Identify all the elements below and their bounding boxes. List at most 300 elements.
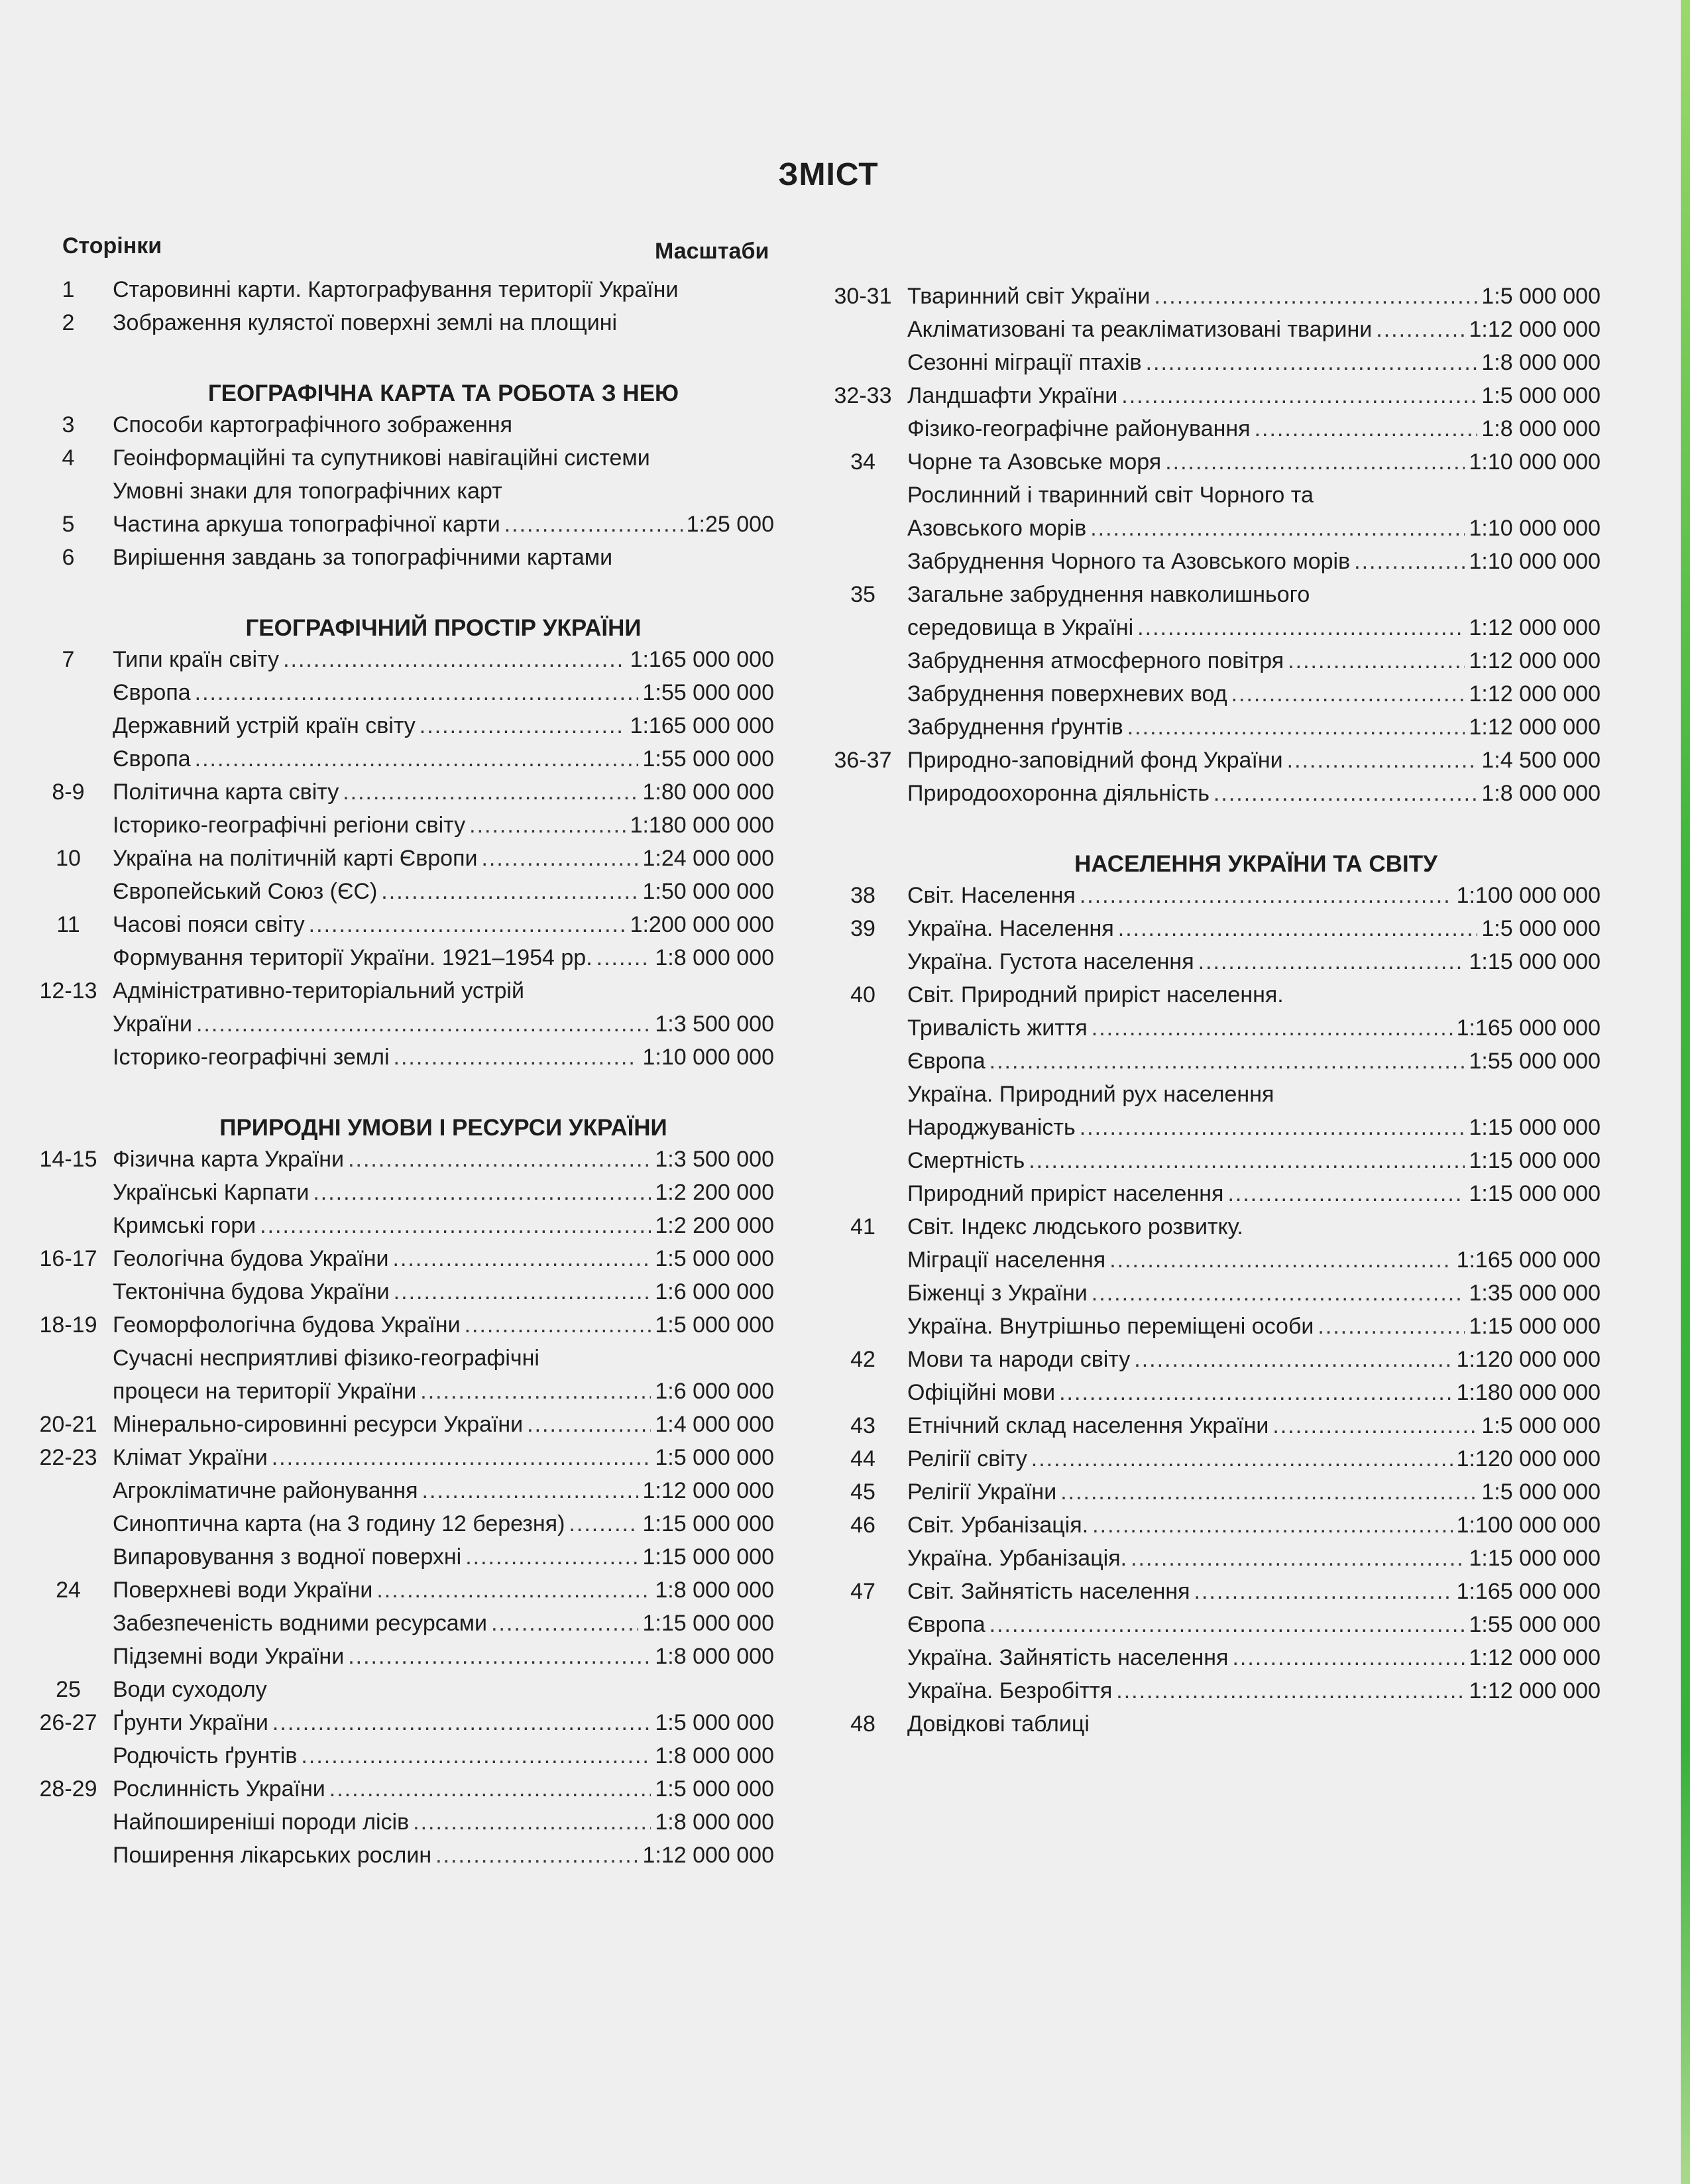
toc-entry (24, 1578, 774, 1611)
entry-title: Сезонні міграції птахів (907, 350, 1142, 375)
page-number: 10 (56, 846, 81, 871)
dot-leader (1109, 1247, 1452, 1273)
dot-leader (381, 879, 638, 905)
dot-leader (1131, 1546, 1465, 1572)
toc-entry (24, 1213, 774, 1246)
map-scale: 1:8 000 000 (655, 945, 774, 970)
map-scale: 1:5 000 000 (655, 1445, 774, 1470)
map-scale: 1:5 000 000 (655, 1246, 774, 1271)
toc-entry (24, 846, 774, 879)
entry-title: Формування території України. 1921–1954 рр. (113, 945, 592, 970)
entry-title: Україна. Урбанізація. (907, 1546, 1127, 1571)
map-scale: 1:15 000 000 (1469, 1314, 1601, 1339)
entry-title: Зображення кулястої поверхні землі на площині (113, 310, 618, 335)
toc-entry (24, 713, 774, 746)
toc-entry (24, 879, 774, 912)
entry-title: Україна. Природний рух населення (907, 1082, 1274, 1107)
page-number: 38 (850, 883, 875, 908)
page-number: 22-23 (39, 1445, 97, 1470)
entry-title: Родючість ґрунтів (113, 1743, 298, 1768)
entry-title: Частина аркуша топографічної карти (113, 512, 500, 537)
page-number: 11 (56, 912, 80, 937)
dot-leader (313, 1180, 651, 1206)
page-number: 36-37 (834, 748, 892, 773)
toc-entry (24, 1011, 774, 1045)
dot-leader (1255, 416, 1478, 442)
map-scale: 1:100 000 000 (1456, 883, 1601, 908)
map-scale: 1:55 000 000 (642, 680, 774, 705)
map-scale: 1:12 000 000 (1469, 681, 1601, 707)
page-number: 20-21 (39, 1412, 97, 1437)
toc-entry (24, 1843, 774, 1876)
dot-leader (1165, 449, 1465, 475)
page-number: 16-17 (39, 1246, 97, 1271)
entry-title: процеси на території України (113, 1379, 417, 1404)
map-scale: 1:5 000 000 (1481, 1413, 1601, 1438)
map-scale: 1:5 000 000 (655, 1776, 774, 1802)
dot-leader (1031, 1446, 1453, 1472)
dot-leader (569, 1511, 638, 1537)
scales-column-header: Масштаби (655, 239, 769, 264)
toc-entry (24, 1710, 774, 1743)
entry-title: Історико-географічні землі (113, 1045, 390, 1070)
toc-right-column (818, 284, 1601, 1745)
toc-entry (24, 1412, 774, 1445)
dot-leader (1198, 949, 1465, 975)
dot-leader (1092, 1015, 1453, 1041)
map-scale: 1:15 000 000 (1469, 1181, 1601, 1206)
toc-entry (24, 412, 774, 445)
entry-title: Європа (907, 1612, 986, 1637)
toc-entry (818, 949, 1601, 982)
dot-leader (420, 713, 626, 739)
toc-entry (818, 1513, 1601, 1546)
toc-entry (24, 1147, 774, 1180)
map-scale: 1:165 000 000 (630, 647, 774, 672)
entry-title: Європа (113, 746, 191, 772)
entry-title: Адміністративно-територіальний устрій (113, 978, 524, 1004)
entry-title: Біженці з України (907, 1281, 1088, 1306)
map-scale: 1:3 500 000 (655, 1011, 774, 1037)
toc-entry (24, 1743, 774, 1776)
dot-leader (1213, 781, 1477, 807)
dot-leader (283, 647, 626, 673)
map-scale: 1:15 000 000 (642, 1611, 774, 1636)
map-scale: 1:10 000 000 (642, 1045, 774, 1070)
toc-entry (24, 277, 774, 310)
map-scale: 1:8 000 000 (655, 1810, 774, 1835)
toc-entry (24, 1312, 774, 1346)
map-scale: 1:24 000 000 (642, 846, 774, 871)
dot-leader (329, 1776, 651, 1802)
toc-entry (818, 883, 1601, 916)
entry-title: Державний устрій країн світу (113, 713, 416, 738)
page-number: 41 (850, 1214, 875, 1239)
page-number: 43 (850, 1413, 875, 1438)
entry-title: Європа (907, 1049, 986, 1074)
toc-entry (818, 549, 1601, 582)
dot-leader (1060, 1479, 1477, 1505)
toc-entry (818, 1645, 1601, 1678)
map-scale: 1:12 000 000 (1469, 317, 1601, 342)
dot-leader (348, 1644, 651, 1670)
map-scale: 1:5 000 000 (1481, 284, 1601, 309)
entry-title: Води суходолу (113, 1677, 267, 1702)
map-scale: 1:100 000 000 (1456, 1513, 1601, 1538)
dot-leader (1137, 615, 1465, 641)
dot-leader (596, 945, 651, 971)
page-number: 42 (850, 1347, 875, 1372)
entry-title: Азовського морів (907, 516, 1087, 541)
map-scale: 1:8 000 000 (1481, 416, 1601, 441)
page-number: 3 (62, 412, 75, 437)
dot-leader (195, 746, 639, 772)
page-number: 48 (850, 1711, 875, 1737)
toc-entry (24, 680, 774, 713)
entry-title: Найпоширеніші породи лісів (113, 1810, 410, 1835)
dot-leader (1059, 1380, 1452, 1406)
toc-entry (818, 1181, 1601, 1214)
entry-title: Природно-заповідний фонд України (907, 748, 1283, 773)
entry-title: Ландшафти України (907, 383, 1118, 408)
toc-entry (818, 648, 1601, 681)
dot-leader (260, 1213, 651, 1239)
map-scale: 1:6 000 000 (655, 1379, 774, 1404)
dot-leader (1116, 1678, 1465, 1704)
dot-leader (348, 1147, 651, 1173)
toc-entry (818, 1247, 1601, 1281)
page-number: 26-27 (39, 1710, 97, 1735)
entry-title: Кримські гори (113, 1213, 256, 1238)
page-title: ЗМІСТ (778, 157, 879, 192)
dot-leader (376, 1578, 651, 1603)
page-number: 12-13 (39, 978, 97, 1004)
toc-entry (24, 512, 774, 545)
entry-title: Природоохоронна діяльність (907, 781, 1210, 806)
toc-entry (24, 912, 774, 945)
entry-title: Міграції населення (907, 1247, 1106, 1273)
page-number: 30-31 (834, 284, 892, 309)
dot-leader (1118, 916, 1478, 942)
toc-entry (818, 1281, 1601, 1314)
map-scale: 1:8 000 000 (1481, 350, 1601, 375)
map-scale: 1:2 200 000 (655, 1213, 774, 1238)
toc-entry (818, 1380, 1601, 1413)
page-number: 39 (850, 916, 875, 941)
dot-leader (989, 1049, 1465, 1074)
dot-leader (422, 1478, 639, 1504)
map-scale: 1:165 000 000 (1456, 1015, 1601, 1041)
toc-entry (24, 1246, 774, 1279)
toc-entry (24, 1611, 774, 1644)
toc-entry (818, 615, 1601, 648)
page-number: 7 (62, 647, 75, 672)
toc-entry (818, 582, 1601, 615)
toc-entry (818, 1678, 1601, 1711)
page-number: 2 (62, 310, 75, 335)
toc-entry (24, 1544, 774, 1578)
entry-title: Синоптична карта (на 3 годину 12 березня) (113, 1511, 565, 1536)
page-number: 44 (850, 1446, 875, 1471)
dot-leader (1318, 1314, 1465, 1340)
toc-entry (818, 1579, 1601, 1612)
dot-leader (1146, 350, 1478, 376)
map-scale: 1:12 000 000 (1469, 615, 1601, 640)
toc-entry (24, 1045, 774, 1078)
dot-leader (491, 1611, 638, 1637)
map-scale: 1:165 000 000 (1456, 1579, 1601, 1604)
entry-title: Забруднення ґрунтів (907, 715, 1123, 740)
map-scale: 1:80 000 000 (642, 779, 774, 805)
toc-entry (818, 1082, 1601, 1115)
page-number: 24 (56, 1578, 81, 1603)
entry-title: Акліматизовані та реакліматизовані тварини (907, 317, 1373, 342)
toc-entry (818, 1015, 1601, 1049)
toc-entry (24, 1776, 774, 1810)
map-scale: 1:12 000 000 (642, 1478, 774, 1503)
toc-entry (818, 1115, 1601, 1148)
toc-entry (24, 1511, 774, 1544)
dot-leader (1272, 1413, 1477, 1439)
entry-title: Геологічна будова України (113, 1246, 389, 1271)
toc-entry (818, 982, 1601, 1015)
map-scale: 1:55 000 000 (1469, 1049, 1601, 1074)
page-number: 25 (56, 1677, 81, 1702)
entry-title: Способи картографічного зображення (113, 412, 513, 437)
toc-entry (24, 1180, 774, 1213)
dot-leader (1092, 1281, 1465, 1306)
map-scale: 1:15 000 000 (1469, 1546, 1601, 1571)
map-scale: 1:12 000 000 (1469, 1678, 1601, 1703)
dot-leader (413, 1810, 651, 1835)
map-scale: 1:5 000 000 (655, 1312, 774, 1338)
toc-entry (24, 1478, 774, 1511)
toc-entry (818, 1711, 1601, 1745)
entry-title: Україна на політичній карті Європи (113, 846, 478, 871)
toc-entry (818, 449, 1601, 483)
toc-entry (818, 681, 1601, 715)
map-scale: 1:8 000 000 (655, 1644, 774, 1669)
dot-leader (1227, 1181, 1465, 1207)
entry-title: Геоінформаційні та супутникові навігаційні системи (113, 445, 650, 471)
toc-entry (24, 479, 774, 512)
map-scale: 1:4 000 000 (655, 1412, 774, 1437)
page-number: 4 (62, 445, 75, 471)
entry-title: Геоморфологічна будова України (113, 1312, 461, 1338)
entry-title: Загальне забруднення навколишнього (907, 582, 1310, 607)
entry-title: Вирішення завдань за топографічними картами (113, 545, 613, 570)
entry-title: Умовні знаки для топографічних карт (113, 479, 502, 504)
entry-title: середовища в Україні (907, 615, 1134, 640)
dot-leader (1080, 1115, 1465, 1141)
entry-title: Підземні води України (113, 1644, 345, 1669)
entry-title: Мінерально-сировинні ресурси України (113, 1412, 524, 1437)
entry-title: Випаровування з водної поверхні (113, 1544, 462, 1570)
dot-leader (1194, 1579, 1453, 1605)
map-scale: 1:15 000 000 (642, 1544, 774, 1570)
map-scale: 1:12 000 000 (1469, 648, 1601, 673)
dot-leader (469, 813, 626, 838)
toc-entry (24, 545, 774, 578)
page-number: 28-29 (39, 1776, 97, 1802)
toc-entry (818, 516, 1601, 549)
page-number: 6 (62, 545, 75, 570)
section-heading: НАСЕЛЕННЯ УКРАЇНИ ТА СВІТУ (1074, 851, 1437, 877)
dot-leader (504, 512, 683, 538)
page-number: 14-15 (39, 1147, 97, 1172)
toc-entry (24, 1379, 774, 1412)
entry-title: Українські Карпати (113, 1180, 310, 1205)
page-number: 40 (850, 982, 875, 1007)
entry-title: Етнічний склад населення України (907, 1413, 1269, 1438)
map-scale: 1:15 000 000 (642, 1511, 774, 1536)
entry-title: Україна. Густота населення (907, 949, 1194, 974)
map-scale: 1:165 000 000 (1456, 1247, 1601, 1273)
map-scale: 1:5 000 000 (1481, 916, 1601, 941)
map-scale: 1:180 000 000 (1456, 1380, 1601, 1405)
toc-entry (818, 383, 1601, 416)
page-number: 5 (62, 512, 75, 537)
dot-leader (989, 1612, 1465, 1638)
toc-entry (24, 1445, 774, 1478)
entry-title: Світ. Урбанізація. (907, 1513, 1089, 1538)
dot-leader (394, 1045, 639, 1070)
map-scale: 1:120 000 000 (1456, 1347, 1601, 1372)
toc-entry (818, 1479, 1601, 1513)
entry-title: Тваринний світ України (907, 284, 1151, 309)
entry-title: Мови та народи світу (907, 1347, 1131, 1372)
dot-leader (1232, 1645, 1465, 1671)
page-number: 46 (850, 1513, 875, 1538)
entry-title: Політична карта світу (113, 779, 339, 805)
toc-entry (24, 1677, 774, 1710)
section-heading: ГЕОГРАФІЧНИЙ ПРОСТІР УКРАЇНИ (245, 615, 642, 641)
map-scale: 1:10 000 000 (1469, 516, 1601, 541)
toc-entry (818, 1413, 1601, 1446)
entry-title: Природний приріст населення (907, 1181, 1224, 1206)
entry-title: України (113, 1011, 192, 1037)
entry-title: Чорне та Азовське моря (907, 449, 1162, 475)
page-number: 34 (850, 449, 875, 475)
entry-title: Світ. Населення (907, 883, 1076, 908)
entry-title: Клімат України (113, 1445, 268, 1470)
dot-leader (1287, 748, 1478, 774)
page-number: 1 (62, 277, 75, 302)
map-scale: 1:5 000 000 (655, 1710, 774, 1735)
dot-leader (196, 1011, 651, 1037)
toc-entry (24, 1644, 774, 1677)
toc-entry (818, 781, 1601, 814)
toc-entry (818, 715, 1601, 748)
entry-title: Релігії України (907, 1479, 1057, 1505)
page-edge-strip (1681, 0, 1690, 2184)
entry-title: Тектонічна будова України (113, 1279, 390, 1304)
entry-title: Україна. Зайнятість населення (907, 1645, 1229, 1670)
entry-title: Фізична карта України (113, 1147, 345, 1172)
entry-title: Світ. Природний приріст населення. (907, 982, 1284, 1007)
map-scale: 1:2 200 000 (655, 1180, 774, 1205)
section-heading: ПРИРОДНІ УМОВИ І РЕСУРСИ УКРАЇНИ (219, 1115, 667, 1141)
map-scale: 1:120 000 000 (1456, 1446, 1601, 1471)
map-scale: 1:200 000 000 (630, 912, 774, 937)
page-number: 35 (850, 582, 875, 607)
entry-title: Типи країн світу (113, 647, 280, 672)
dot-leader (309, 912, 626, 938)
dot-leader (1029, 1148, 1465, 1174)
toc-entry (818, 416, 1601, 449)
toc-entry (24, 978, 774, 1011)
dot-leader (393, 1246, 651, 1272)
dot-leader (1154, 284, 1477, 310)
dot-leader (420, 1379, 651, 1405)
entry-title: Забруднення поверхневих вод (907, 681, 1227, 707)
dot-leader (301, 1743, 651, 1769)
toc-entry (24, 813, 774, 846)
entry-title: Україна. Внутрішньо переміщені особи (907, 1314, 1314, 1339)
toc-entry (818, 1049, 1601, 1082)
entry-title: Тривалість життя (907, 1015, 1088, 1041)
toc-entry (818, 748, 1601, 781)
entry-title: Народжуваність (907, 1115, 1076, 1140)
entry-title: Україна. Безробіття (907, 1678, 1113, 1703)
toc-entry (818, 1148, 1601, 1181)
map-scale: 1:15 000 000 (1469, 1115, 1601, 1140)
pages-column-header: Сторінки (62, 233, 162, 259)
map-scale: 1:12 000 000 (1469, 715, 1601, 740)
map-scale: 1:6 000 000 (655, 1279, 774, 1304)
entry-title: Поверхневі води України (113, 1578, 373, 1603)
toc-entry (24, 1279, 774, 1312)
entry-title: Смертність (907, 1148, 1025, 1173)
map-scale: 1:8 000 000 (655, 1578, 774, 1603)
toc-entry (818, 1214, 1601, 1247)
dot-leader (465, 1312, 651, 1338)
dot-leader (195, 680, 639, 706)
toc-entry (818, 1612, 1601, 1645)
toc-entry (24, 445, 774, 479)
map-scale: 1:12 000 000 (642, 1843, 774, 1868)
dot-leader (343, 779, 638, 805)
entry-title: Рослинність України (113, 1776, 325, 1802)
entry-title: Європа (113, 680, 191, 705)
toc-entry (818, 1546, 1601, 1579)
toc-entry (818, 284, 1601, 317)
page-number: 47 (850, 1579, 875, 1604)
toc-entry (818, 317, 1601, 350)
page-number: 18-19 (39, 1312, 97, 1338)
dot-leader (1090, 516, 1465, 542)
map-scale: 1:35 000 000 (1469, 1281, 1601, 1306)
map-scale: 1:15 000 000 (1469, 949, 1601, 974)
entry-title: Поширення лікарських рослин (113, 1843, 432, 1868)
entry-title: Забруднення атмосферного повітря (907, 648, 1284, 673)
map-scale: 1:10 000 000 (1469, 549, 1601, 574)
entry-title: Довідкові таблиці (907, 1711, 1090, 1737)
entry-title: Агрокліматичне районування (113, 1478, 418, 1503)
dot-leader (1288, 648, 1465, 674)
entry-title: Сучасні несприятливі фізико-географічні (113, 1346, 539, 1371)
map-scale: 1:8 000 000 (655, 1743, 774, 1768)
entry-title: Фізико-географічне районування (907, 416, 1251, 441)
map-scale: 1:4 500 000 (1481, 748, 1601, 773)
toc-entry (818, 916, 1601, 949)
entry-title: Світ. Зайнятість населення (907, 1579, 1190, 1604)
map-scale: 1:12 000 000 (1469, 1645, 1601, 1670)
map-scale: 1:8 000 000 (1481, 781, 1601, 806)
page-number: 8-9 (52, 779, 85, 805)
toc-entry (818, 1347, 1601, 1380)
entry-title: Забезпеченість водними ресурсами (113, 1611, 488, 1636)
